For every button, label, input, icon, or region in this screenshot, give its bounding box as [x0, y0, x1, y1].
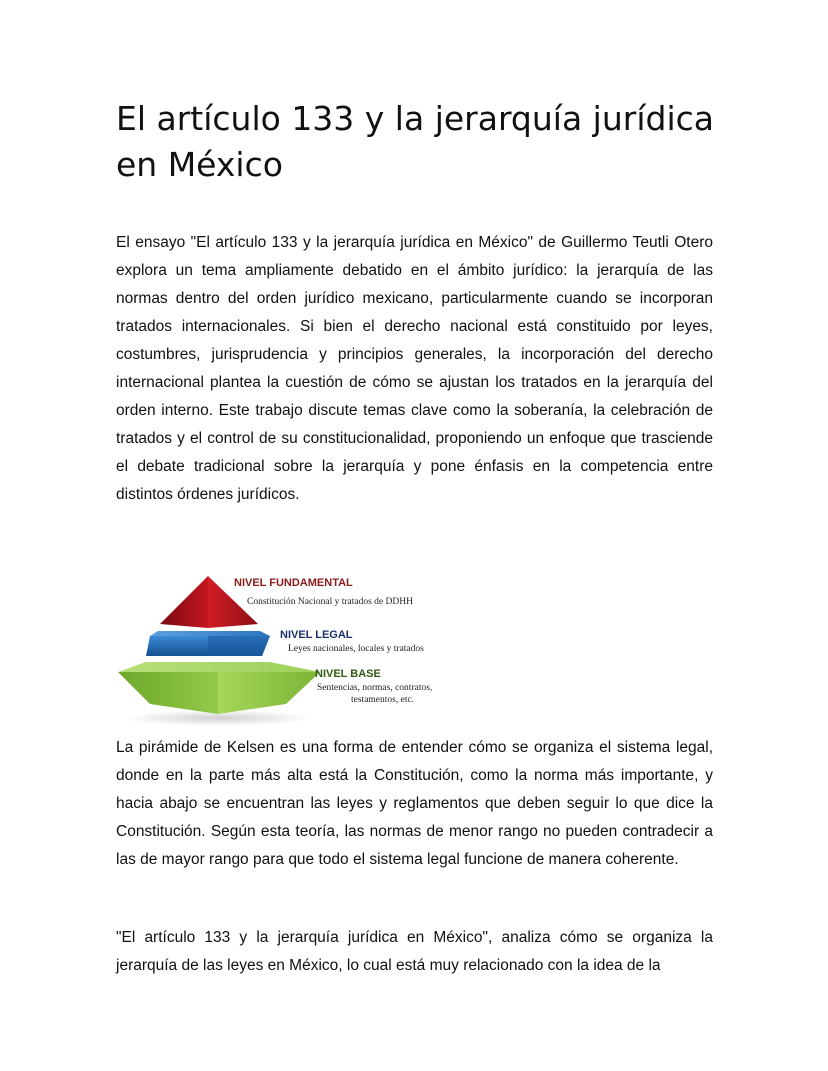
- pyramid-tier-base: [118, 662, 320, 714]
- paragraph-intro: El ensayo "El artículo 133 y la jerarquía jurídica en México" de Guillermo Teutli Otero explora un tema ampliamente debatido en el ámbito jurídico: la jerarquía de las normas dentro del orden jurídico mexicano, particularmente cuando se incorporan tratados internacionales. Si bien el derecho nacional está constituido por leyes, costumbres, jurisprudencia y principios generales, la incorporación del derecho internacional plantea la cuestión de cómo se ajustan los tratados en la jerarquía del orden interno. Este trabajo discute temas clave como la soberanía, la celebración de tratados y el control de su constitucionalidad, proponiendo un enfoque que trasciende el debate tradicional sobre la jerarquía y pone énfasis en la competencia entre distintos órdenes jurídicos.: [116, 234, 713, 503]
- paragraph-continuation: "El artículo 133 y la jerarquía jurídica en México", analiza cómo se organiza la jerarquía de las leyes en México, lo cual está muy relacionado con la idea de la: [116, 929, 713, 974]
- level-legal-title: NIVEL LEGAL: [280, 629, 353, 641]
- paragraph-kelsen: La pirámide de Kelsen es una forma de entender cómo se organiza el sistema legal, donde en la parte más alta está la Constitución, como la norma más importante, y hacia abajo se encuentran las leyes y reglamentos que deben seguir lo que dice la Constitución. Según esta teoría, las normas de menor rango no pueden contradecir a las de mayor rango para que todo el sistema legal funcione de manera coherente.: [116, 739, 713, 868]
- kelsen-pyramid-figure: [110, 568, 480, 726]
- level-base-description-line-1: Sentencias, normas, contratos,: [317, 683, 433, 693]
- pyramid-tier-legal: [146, 631, 270, 656]
- level-fundamental-title: NIVEL FUNDAMENTAL: [234, 577, 353, 589]
- level-legal-description: Leyes nacionales, locales y tratados: [288, 644, 424, 654]
- level-base-description-line-2: testamentos, etc.: [351, 695, 415, 705]
- kelsen-pyramid-diagram: [110, 568, 480, 726]
- level-base-title: NIVEL BASE: [315, 668, 381, 680]
- document-title: El artículo 133 y la jerarquía jurídica en México: [116, 99, 714, 184]
- level-fundamental-description: Constitución Nacional y tratados de DDHH: [247, 597, 413, 607]
